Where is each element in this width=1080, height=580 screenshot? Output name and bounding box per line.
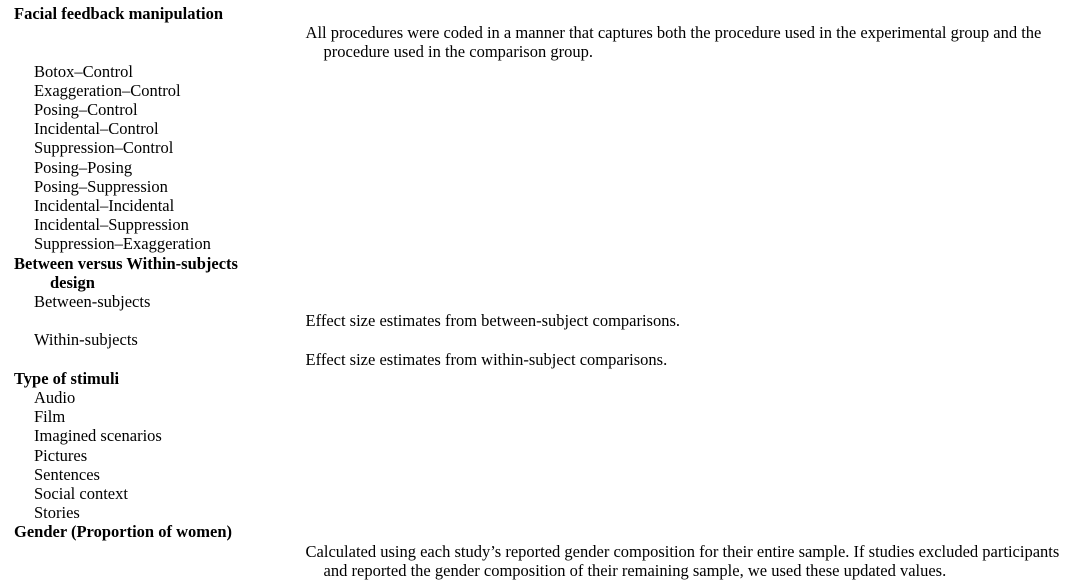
sub-item-label: Incidental–Control	[34, 119, 159, 139]
description-cell	[305, 522, 1066, 580]
description-cell	[310, 446, 1066, 465]
moderator-cell	[14, 100, 310, 119]
description-cell	[310, 100, 1066, 119]
sub-item-label: Botox–Control	[34, 61, 134, 81]
description-cell	[310, 138, 1066, 157]
sub-item-label: Incidental–Incidental	[34, 196, 175, 216]
sub-item-label: Film	[34, 407, 66, 427]
moderator-cell	[14, 62, 310, 81]
group-heading: Type of stimuli	[14, 368, 120, 388]
sub-item-label: Between-subjects	[34, 292, 151, 312]
table-row	[14, 234, 1066, 253]
moderator-cell	[14, 119, 310, 138]
description-cell	[310, 234, 1066, 253]
moderator-cell	[14, 465, 310, 484]
group-heading-continuation: design	[50, 272, 95, 292]
sub-item-label: Audio	[34, 388, 76, 408]
description-cell	[310, 254, 1066, 292]
table-row	[14, 522, 1066, 580]
sub-item-label: Posing–Control	[34, 100, 138, 120]
description-cell	[310, 369, 1066, 388]
table-row	[14, 158, 1066, 177]
table-row	[14, 446, 1066, 465]
moderator-cell	[14, 215, 310, 234]
table-row	[14, 484, 1066, 503]
description-text: All procedures were coded in a manner that captures both the procedure used in the experimental group and the procedure used in the comparison group.	[305, 23, 1042, 62]
moderator-cell	[14, 234, 310, 253]
description-cell	[310, 196, 1066, 215]
table-row	[14, 254, 1066, 292]
sub-item-label: Within-subjects	[34, 330, 138, 350]
group-heading: Facial feedback manipulation	[14, 4, 224, 23]
sub-item-label: Stories	[34, 503, 80, 523]
description-text: Effect size estimates from within-subject comparisons.	[305, 349, 668, 369]
table-row	[14, 503, 1066, 522]
moderator-cell	[14, 177, 310, 196]
sub-item-label: Posing–Posing	[34, 157, 133, 177]
table-row	[14, 465, 1066, 484]
table-row	[14, 292, 1066, 330]
table-row	[14, 138, 1066, 157]
sub-item-label: Imagined scenarios	[34, 426, 162, 446]
moderator-cell	[14, 388, 310, 407]
description-cell	[310, 426, 1066, 445]
moderator-cell	[14, 292, 310, 330]
table-row	[14, 388, 1066, 407]
sub-item-label: Sentences	[34, 464, 100, 484]
sub-item-label: Exaggeration–Control	[34, 80, 181, 100]
sub-item-label: Incidental–Suppression	[34, 215, 189, 235]
description-cell	[310, 407, 1066, 426]
moderator-cell	[14, 196, 310, 215]
moderator-cell	[14, 426, 310, 445]
description-cell	[310, 215, 1066, 234]
description-cell	[310, 119, 1066, 138]
description-cell	[310, 484, 1066, 503]
sub-item-label: Suppression–Exaggeration	[34, 234, 211, 254]
description-cell	[310, 465, 1066, 484]
group-heading: Between versus Within-subjects	[14, 253, 238, 273]
table-row	[14, 196, 1066, 215]
moderator-cell	[14, 369, 310, 388]
moderator-cell	[14, 158, 310, 177]
table-row	[14, 215, 1066, 234]
description-cell	[310, 62, 1066, 81]
table-row	[14, 119, 1066, 138]
moderator-cell	[14, 407, 310, 426]
sub-item-label: Pictures	[34, 445, 88, 465]
table-row	[14, 407, 1066, 426]
moderator-cell	[14, 484, 310, 503]
moderator-cell	[14, 4, 310, 62]
table-row	[14, 177, 1066, 196]
sub-item-label: Social context	[34, 484, 128, 504]
group-heading: Gender (Proportion of women)	[14, 522, 232, 542]
table-row	[14, 100, 1066, 119]
description-text: Calculated using each study’s reported gender composition for their entire sample. If studies excluded participants and reported the gender composition of their remaining sample, we used these updated values.	[305, 541, 1060, 580]
moderator-cell	[14, 503, 310, 522]
table-body	[14, 4, 1066, 580]
description-cell	[305, 292, 1066, 331]
table-row	[14, 81, 1066, 100]
moderator-cell	[14, 446, 310, 465]
moderator-cell	[14, 522, 310, 580]
table-row	[14, 426, 1066, 445]
description-cell	[310, 158, 1066, 177]
description-cell	[305, 4, 1066, 62]
moderator-cell	[14, 81, 310, 100]
coding-scheme-table	[14, 4, 1066, 580]
table-row	[14, 4, 1066, 62]
sub-item-label: Suppression–Control	[34, 138, 174, 158]
moderator-cell	[14, 330, 310, 368]
sub-item-label: Posing–Suppression	[34, 176, 168, 196]
description-cell	[310, 177, 1066, 196]
table-row	[14, 369, 1066, 388]
table-row	[14, 62, 1066, 81]
description-cell	[310, 388, 1066, 407]
table-row	[14, 330, 1066, 368]
moderator-cell	[14, 138, 310, 157]
description-cell	[305, 330, 1066, 369]
description-cell	[310, 503, 1066, 522]
moderator-cell	[14, 254, 310, 292]
description-cell	[310, 81, 1066, 100]
description-text: Effect size estimates from between-subject comparisons.	[305, 311, 681, 331]
